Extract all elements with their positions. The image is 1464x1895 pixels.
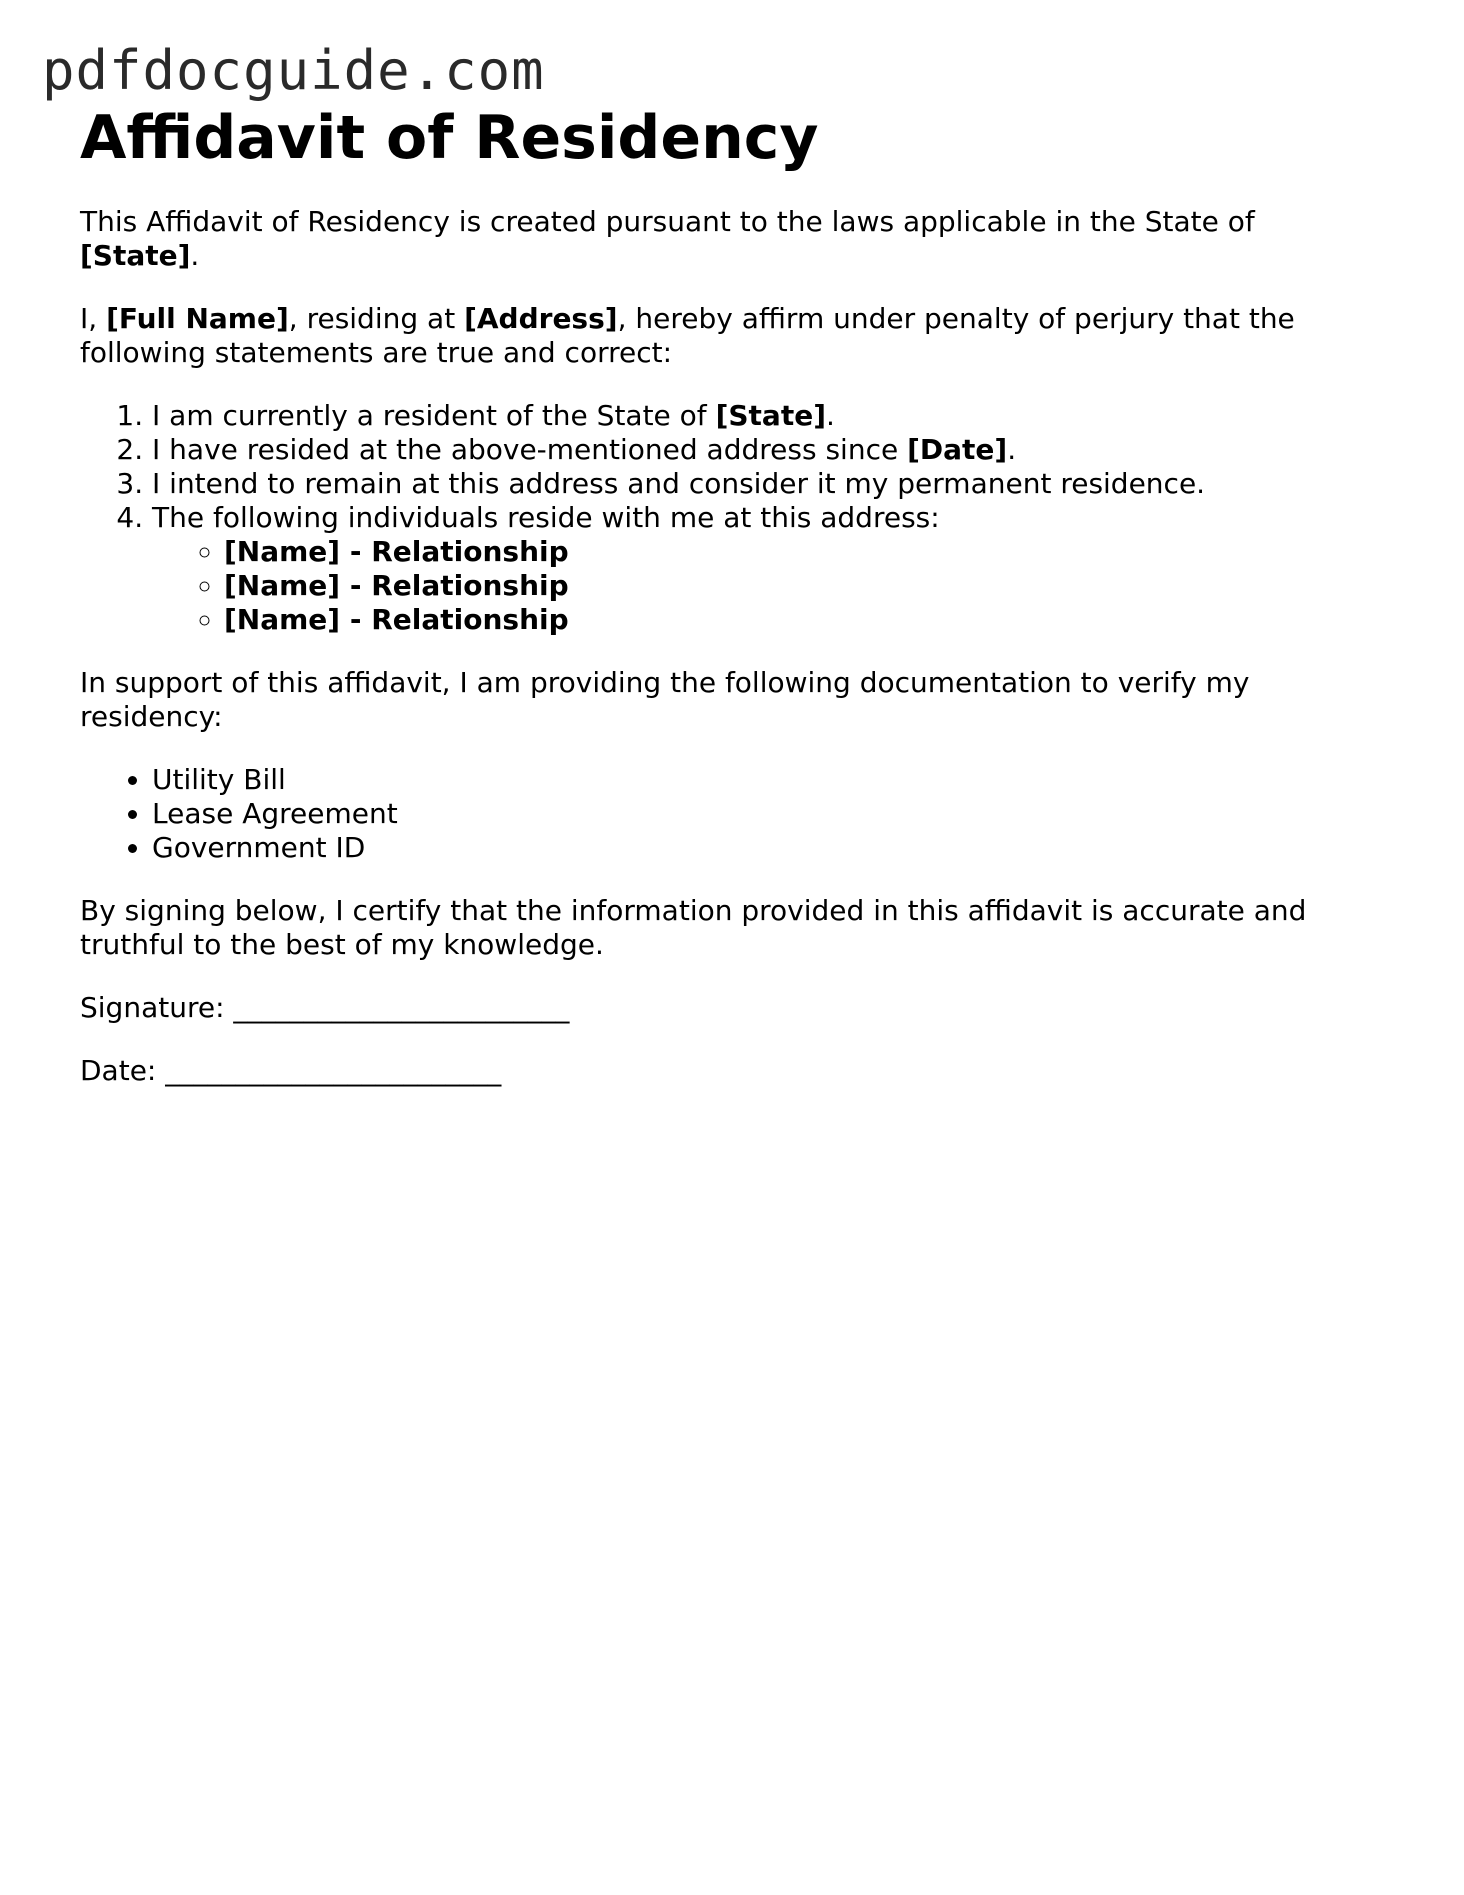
statement-3-text: I intend to remain at this address and consider it my permanent residence.	[152, 467, 1206, 500]
affirm-residing: , residing at	[288, 302, 465, 335]
statement-1-state-placeholder: [State]	[715, 399, 826, 432]
statement-4-text: The following individuals reside with me at this address:	[152, 501, 940, 534]
statement-2-text: I have resided at the above-mentioned address since	[152, 433, 908, 466]
support-paragraph: In support of this affidavit, I am providing the following documentation to verify my residency:	[80, 666, 1250, 733]
statement-item-2	[152, 433, 1370, 467]
affirm-rest: , hereby affirm under penalty of perjury that the following statements are true and correct:	[80, 302, 1295, 369]
statement-1-end: .	[826, 399, 835, 432]
full-name-placeholder: [Full Name]	[106, 302, 289, 335]
intro-end: .	[190, 239, 200, 272]
household-member-item: ◦ [Name] - Relationship	[224, 603, 1370, 637]
documentation-item: • Utility Bill	[152, 763, 1370, 797]
intro-state-placeholder: [State]	[80, 239, 191, 272]
household-member-item: ◦ [Name] - Relationship	[224, 535, 1370, 569]
documentation-item: • Government ID	[152, 831, 1370, 865]
intro-text: This Affidavit of Residency is created pursuant to the laws applicable in the State of	[80, 205, 1255, 238]
affirm-prefix: I,	[80, 302, 107, 335]
household-members-list	[152, 535, 1370, 637]
affirmation-paragraph	[80, 302, 1370, 370]
statement-item-4	[152, 501, 1370, 637]
statement-2-date-placeholder: [Date]	[907, 433, 1008, 466]
certification-paragraph: By signing below, I certify that the information provided in this affidavit is accurate and truthful to the best of my knowledge.	[80, 894, 1307, 961]
statement-2-end: .	[1007, 433, 1017, 466]
date-line: Date: ________________________	[80, 1054, 502, 1087]
address-placeholder: [Address]	[464, 302, 618, 335]
statement-item-3	[152, 467, 1370, 501]
documentation-list	[80, 763, 1370, 865]
document-title: Affidavit of Residency	[80, 103, 819, 173]
signature-line: Signature: ________________________	[80, 991, 570, 1024]
household-member-item: ◦ [Name] - Relationship	[224, 569, 1370, 603]
document-body	[80, 100, 1370, 1117]
intro-paragraph	[80, 205, 1370, 273]
documentation-item: • Lease Agreement	[152, 797, 1370, 831]
statements-list	[80, 399, 1370, 637]
statement-1-text: I am currently a resident of the State of	[152, 399, 716, 432]
site-watermark: pdfdocguide.com	[42, 39, 545, 102]
statement-item-1	[152, 399, 1370, 433]
